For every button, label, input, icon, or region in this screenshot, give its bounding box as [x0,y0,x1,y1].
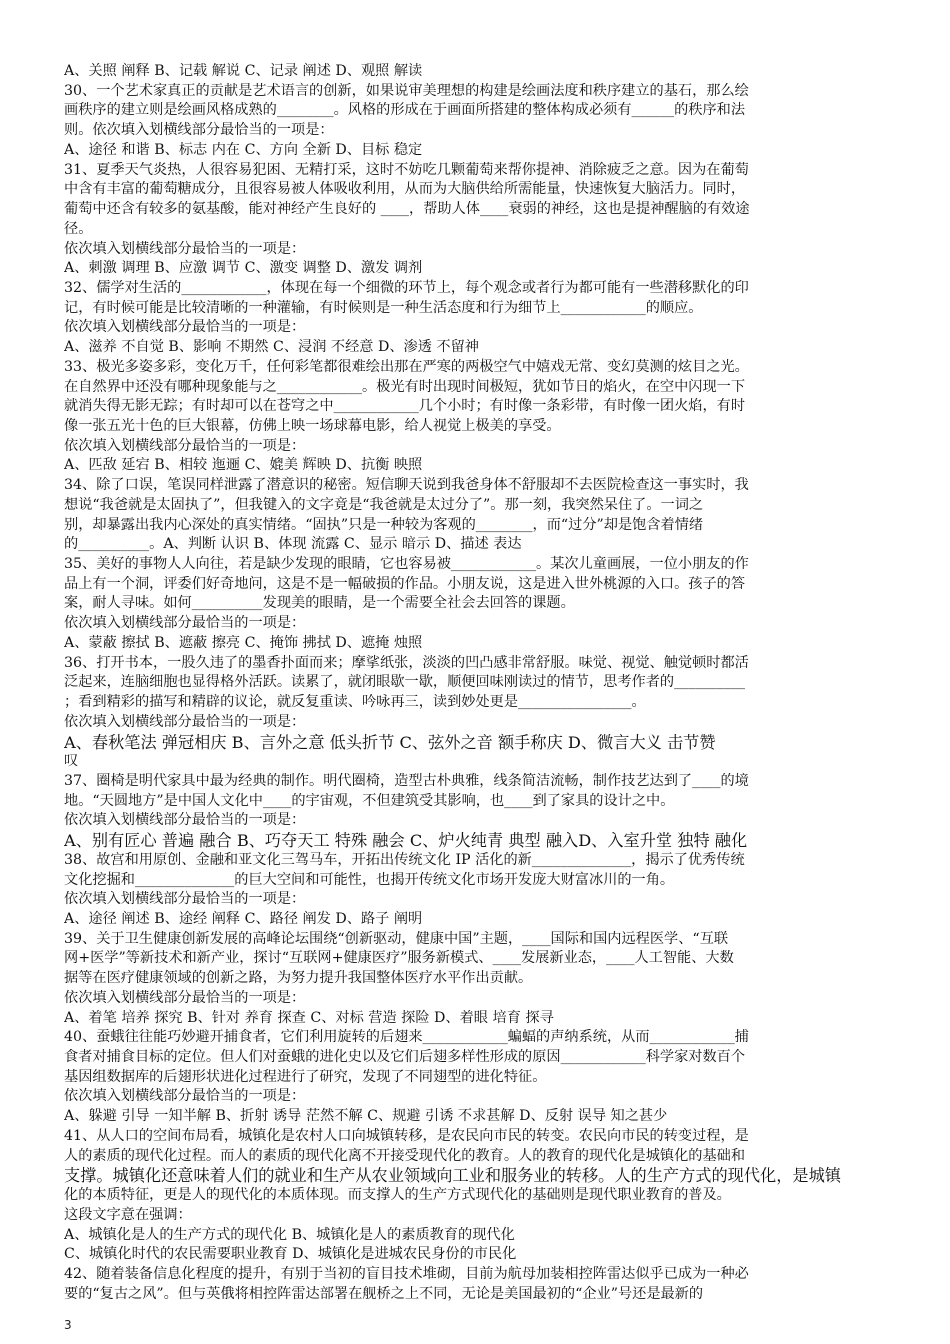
text-line: 依次填入划横线部分最恰当的一项是： [64,240,306,257]
text-line: 39、关于卫生健康创新发展的高峰论坛围绕“创新驱动，健康中国”主题，____国际和国内远程医学、“互联 [64,930,729,947]
text-line: 支撑。城镇化还意味着人们的就业和生产从农业领域向工业和服务业的转移。人的生产方式的现代化，是城镇 [64,1166,841,1186]
text-line: A、蒙蔽 擦拭 B、遮蔽 擦亮 C、掩饰 拂拭 D、遮掩 烛照 [64,634,423,651]
text-line: A、途径 阐述 B、途经 阐释 C、路径 阐发 D、路子 阐明 [64,911,423,927]
text-line: A、别有匠心 普遍 融合 B、巧夺天工 特殊 融会 C、炉火纯青 典型 融入D、入室升堂 独特 融化 [64,831,748,851]
text-line: 依次填入划横线部分最恰当的一项是： [64,812,306,829]
text-line: 30、一个艺术家真正的贡献是艺术语言的创新，如果说审美理想的构建是绘画法度和秩序建立的基石，那么绘 [64,82,749,99]
text-line: 据等在医疗健康领域的创新之路，为努力提升我国整体医疗水平作出贡献。 [64,970,533,987]
text-line: A、途径 和谐 B、标志 内在 C、方向 全新 D、目标 稳定 [64,141,423,158]
text-line: 食者对捕食目标的定位。但人们对蚕蛾的进化史以及它们后翅多样性形成的原因____________科学家对数百个 [64,1049,746,1065]
text-line: 依次填入划横线部分最恰当的一项是： [64,615,306,632]
text-line: 中含有丰富的葡萄糖成分，且很容易被人体吸收利用，从而为大脑供给所需能量，快速恢复大脑活力。同时， [64,181,746,198]
text-line: 34、除了口误，笔误同样泄露了潜意识的秘密。短信聊天说到我爸身体不舒服却不去医院检查这一事实时，我 [64,477,749,494]
text-line: A、城镇化是人的生产方式的现代化 B、城镇化是人的素质教育的现代化 [64,1226,515,1243]
text-line: 41、从人口的空间布局看，城镇化是农村人口向城镇转移，是农民向市民的转变。农民向市民的转变过程，是 [64,1127,749,1144]
text-line: 在自然界中还没有哪种现象能与之____________。极光有时出现时间极短，犹如节日的焰火，在空中闪现一下 [64,378,746,395]
text-line: ；看到精彩的描写和精辟的议论，就反复重读、吟咏再三，读到妙处更是________________。 [64,694,646,710]
text-line: 则。依次填入划横线部分最恰当的一项是： [64,122,334,139]
page-number: 3 [64,1318,72,1332]
text-line: A、关照 阐释 B、记载 解说 C、记录 阐述 D、观照 解读 [64,63,423,79]
text-line: 葡萄中还含有较多的氨基酸，能对神经产生良好的 ____，帮助人体____衰弱的神经，这也是提神醒脑的有效途 [64,201,750,217]
text-line: A、躲避 引导 一知半解 B、折射 诱导 茫然不解 C、规避 引诱 不求甚解 D、反射 误导 知之甚少 [64,1108,668,1125]
text-line: 人的素质的现代化过程。而人的素质的现代化离不开接受现代化的教育。人的教育的现代化是城镇化的基础和 [64,1147,746,1164]
text-line: 依次填入划横线部分最恰当的一项是： [64,1088,306,1105]
text-line: 38、故宫和用原创、金融和亚文化三驾马车，开拓出传统文化 IP 活化的新______________，揭示了优秀传统 [64,851,745,868]
text-line: 42、随着装备信息化程度的提升，有别于当初的盲目技术堆砌，目前为航母加装相控阵雷达似乎已成为一种必 [64,1265,749,1282]
text-line: 36、打开书本，一股久违了的墨香扑面而来；摩挲纸张，淡淡的凹凸感非常舒服。味觉、视觉、触觉顿时都活 [64,654,749,671]
text-line: 就消失得无影无踪；有时却可以在苍穹之中____________几个小时；有时像一条彩带，有时像一团火焰，有时 [64,398,746,415]
text-line: 40、蚕蛾往往能巧妙避开捕食者，它们利用旋转的后翅来____________蝙蝠的声纳系统，从而____________捕 [64,1029,749,1046]
text-line: A、匹敌 延宕 B、相较 迤逦 C、媲美 辉映 D、抗衡 映照 [64,457,423,474]
text-line: 文化挖掘和______________的巨大空间和可能性，也揭开传统文化市场开发庞大财富冰川的一角。 [64,871,675,888]
text-line: 记，有时候可能是比较清晰的一种灌输，有时候则是一种生活态度和行为细节上____________的顺应。 [64,299,703,316]
text-line: 叹 [64,753,79,770]
text-line: 31、夏季天气炎热，人很容易犯困、无精打采，这时不妨吃几颗葡萄来帮你提神、消除疲乏之意。因为在葡萄 [64,161,749,178]
text-line: 地。“天圆地方”是中国人文化中____的宇宙观，不但建筑受其影响，也____到了家具的设计之中。 [64,792,675,809]
text-line: 35、美好的事物人人向往，若是缺少发现的眼睛，它也容易被____________。某次儿童画展，一位小朋友的作 [64,556,749,572]
text-line: 33、极光多姿多彩，变化万千，任何彩笔都很难绘出那在严寒的两极空气中嬉戏无常、变幻莫测的炫目之光。 [64,358,749,375]
text-line: 依次填入划横线部分最恰当的一项是： [64,891,306,908]
text-line: 像一张五光十色的巨大银幕，仿佛上映一场球幕电影，给人视觉上极美的享受。 [64,418,561,434]
text-line: 这段文字意在强调： [64,1206,192,1223]
text-line: 依次填入划横线部分最恰当的一项是： [64,437,306,454]
text-line: A、滋养 不自觉 B、影响 不期然 C、浸润 不经意 D、渗透 不留神 [64,339,479,356]
text-line: 基因组数据库的后翅形状进化过程进行了研究，发现了不同翅型的进化特征。 [64,1068,547,1085]
text-line: C、城镇化时代的农民需要职业教育 D、城镇化是进城农民身份的市民化 [64,1246,517,1263]
text-line: 想说“我爸就是太固执了”，但我键入的文字竟是“我爸就是太过分了”。那一刻，我突然呆住了。一词之 [64,496,704,513]
text-line: 画秩序的建立则是绘画风格成熟的________。风格的形成在于画面所搭建的整体构成必须有______的秩序和法 [64,102,746,119]
text-line: 的__________。A、判断 认识 B、体现 流露 C、显示 暗示 D、描述 表达 [64,536,522,553]
text-line: 化的本质特征，更是人的现代化的本质体现。而支撑人的生产方式现代化的基础则是现代职业教育的普及。 [64,1187,731,1203]
text-line: 要的“复古之风”。但与英俄将相控阵雷达部署在舰桥之上不同，无论是美国最初的“企业”号还是最新的 [64,1285,704,1302]
text-line: 径。 [64,220,93,237]
text-line: 依次填入划横线部分最恰当的一项是： [64,989,306,1006]
text-line: 别，却暴露出我内心深处的真实情绪。“固执”只是一种较为客观的________，而“过分”却是饱含着情绪 [64,516,704,533]
text-line: 品上有一个洞，评委们好奇地问，这是不是一幅破损的作品。小朋友说，这是进入世外桃源的入口。孩子的答 [64,575,746,592]
text-line: 依次填入划横线部分最恰当的一项是： [64,713,306,730]
text-line: 泛起来，连脑细胞也显得格外活跃。读累了，就闭眼歇一歇，顺便回味刚读过的情节，思考作者的__________ [64,674,746,691]
text-line: 案，耐人寻味。如何__________发现美的眼睛，是一个需要全社会去回答的课题。 [64,595,575,612]
text-line: 依次填入划横线部分最恰当的一项是： [64,319,306,336]
text-line: 网+医学”等新技术和新产业，探讨“互联网+健康医疗”服务新模式、____发展新业态，____人工智能、大数 [64,950,734,967]
text-line: 32、儒学对生活的____________，体现在每一个细微的环节上，每个观念或者行为都可能有一些潜移默化的印 [64,279,749,296]
text-line: A、着笔 培养 探究 B、针对 养育 探查 C、对标 营造 探险 D、着眼 培育 探寻 [64,1009,554,1026]
text-line: 37、圈椅是明代家具中最为经典的制作。明代圈椅，造型古朴典雅，线条简洁流畅，制作技艺达到了____的境 [64,772,749,789]
text-line: A、春秋笔法 弹冠相庆 B、言外之意 低头折节 C、弦外之音 额手称庆 D、微言大义 击节赞 [64,732,716,752]
text-line: A、刺激 调理 B、应激 调节 C、激变 调整 D、激发 调剂 [64,260,423,277]
